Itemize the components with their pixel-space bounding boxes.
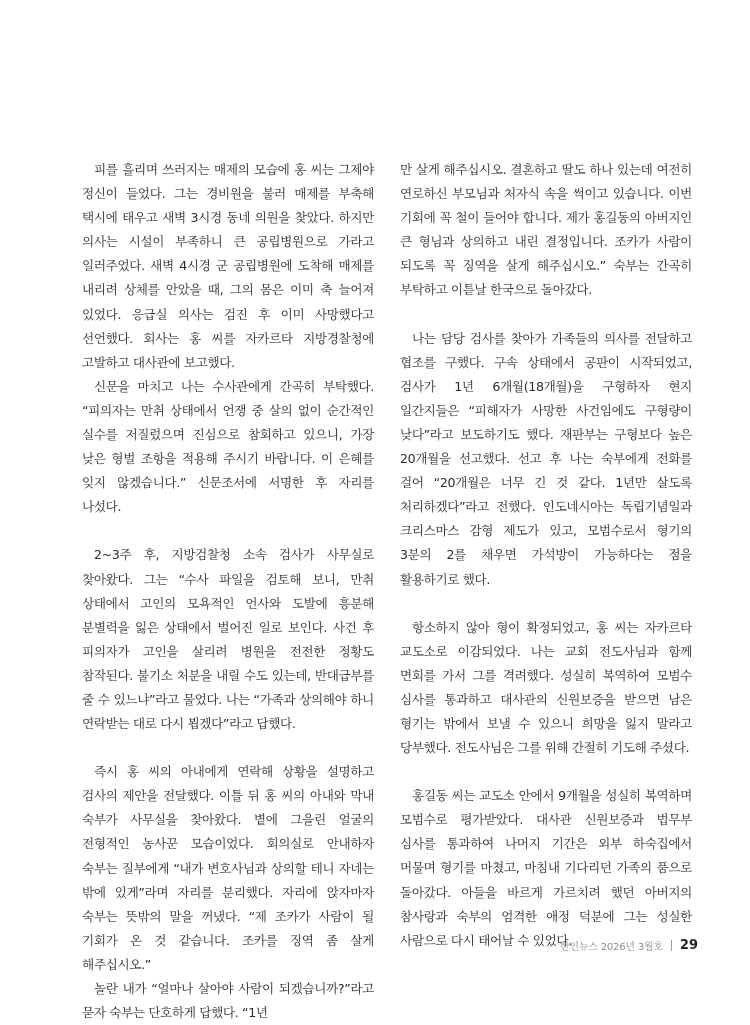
article-left-column <box>82 158 374 1025</box>
article-paragraph-continued: 만 살게 해주십시오. 결혼하고 딸도 하나 있는데 여전히 연로하신 부모님과 처자식 속을 썩이고 있습니다. 이번 기회에 꼭 철이 들어야 합니다. 제가 홍길동의 아버지인 큰 형님과 상의하고 내린 결정입니다. 조카가 사람이 되도록 꼭 징역을 살게 해주십시오.” 숙부는 간곡히 부탁하고 이튿날 한국으로 돌아갔다. <box>400 162 692 298</box>
article-paragraph: 피를 흘리며 쓰러지는 매제의 모습에 홍 씨는 그제야 정신이 들었다. 그는 경비원을 불러 매제를 부축해 택시에 태우고 새벽 3시경 동네 의원을 찾았다. 하지만 의사는 시설이 부족하니 큰 공립병원으로 가라고 일러주었다. 새벽 4시경 군 공립병원에 도착해 매제를 내리려 상체를 안았을 때, 그의 몸은 이미 축 늘어져 있었다. 응급실 의사는 검진 후 이미 사망했다고 선언했다. 회사는 홍 씨를 자카르타 지방경찰청에 고발하고 대사관에 보고했다. <box>82 162 374 370</box>
footer-divider <box>671 940 672 951</box>
article-paragraph: 나는 담당 검사를 찾아가 가족들의 의사를 전달하고 협조를 구했다. 구속 상태에서 공판이 시작되었고, 검사가 1년 6개월(18개월)을 구형하자 현지 일간지들은 “피해자가 사망한 사건임에도 구형량이 낮다”라고 보도하기도 했다. 재판부는 구형보다 높은 20개월을 선고했다. 선고 후 나는 숙부에게 전화를 걸어 “20개월은 너무 긴 것 같다. 1년만 살도록 처리하겠다”라고 전했다. 인도네시아는 독립기념일과 크리스마스 감형 제도가 있고, 모범수로서 형기의 3분의 2를 채우면 가석방이 가능하다는 점을 활용하기로 했다. <box>400 330 692 587</box>
article-paragraph: 즉시 홍 씨의 아내에게 연락해 상황을 설명하고 검사의 제안을 전달했다. 이틀 뒤 홍 씨의 아내와 막내 숙부가 사무실을 찾아왔다. 볕에 그을린 얼굴의 전형적인 농사꾼 모습이었다. 회의실로 안내하자 숙부는 질부에게 “내가 변호사님과 상의할 테니 자네는 밖에 있게”라며 자리를 분리했다. 자리에 앉자마자 숙부는 뜻밖의 말을 꺼냈다. “제 조카가 사람이 될 기회가 온 것 같습니다. 조카를 징역 좀 살게 해주십시오.” <box>82 764 374 972</box>
article-paragraph: 항소하지 않아 형이 확정되었고, 홍 씨는 자카르타 교도소로 이감되었다. 나는 교회 전도사님과 함께 면회를 가서 그를 격려했다. 성실히 복역하여 모범수 심사를 통과하고 대사관의 신원보증을 받으면 남은 형기는 밖에서 보낼 수 있으니 희망을 잃지 말라고 당부했다. 전도사님은 그를 위해 간절히 기도해 주셨다. <box>400 619 692 756</box>
page-number: 29 <box>679 938 698 953</box>
article-paragraph: 놀란 내가 “얼마나 살아야 사람이 되겠습니까?”라고 묻자 숙부는 단호하게 답했다. “1년 <box>82 981 374 1021</box>
publication-name: 한인뉴스 2026년 3월호 <box>559 942 663 953</box>
article-right-column <box>400 158 692 953</box>
article-paragraph: 신문을 마치고 나는 수사관에게 간곡히 부탁했다. “피의자는 만취 상태에서 언쟁 중 살의 없이 순간적인 실수를 저질렀으며 진심으로 참회하고 있으니, 가장 낮은 형벌 조항을 적용해 주시기 바랍니다. 이 은혜를 잊지 않겠습니다.” 신문조서에 서명한 후 자리를 나섰다. <box>82 378 374 515</box>
article-paragraph: 2~3주 후, 지방검찰청 소속 검사가 사무실로 찾아왔다. 그는 “수사 파일을 검토해 보니, 만취 상태에서 고인의 모욕적인 언사와 도발에 흥분해 분별력을 잃은 상태에서 벌어진 일로 보인다. 사건 후 피의자가 고인을 살리려 병원을 전전한 정황도 참작된다. 불기소 처분을 내릴 수도 있는데, 반대급부를 줄 수 있느냐”라고 물었다. 나는 “가족과 상의해야 하니 연락받는 대로 다시 뵙겠다”라고 답했다. <box>82 547 374 732</box>
page-footer <box>560 938 698 953</box>
article-paragraph: 홍길동 씨는 교도소 안에서 9개월을 성실히 복역하며 모범수로 평가받았다. 대사관 신원보증과 법무부 심사를 통과하여 나머지 기간은 외부 하숙집에서 머물며 형기를 마쳤고, 마침내 기다리던 가족의 품으로 돌아갔다. 아들을 바르게 가르치려 했던 아버지의 참사랑과 숙부의 엄격한 애정 덕분에 그는 성실한 사람으로 다시 태어날 수 있었다. <box>400 788 692 948</box>
